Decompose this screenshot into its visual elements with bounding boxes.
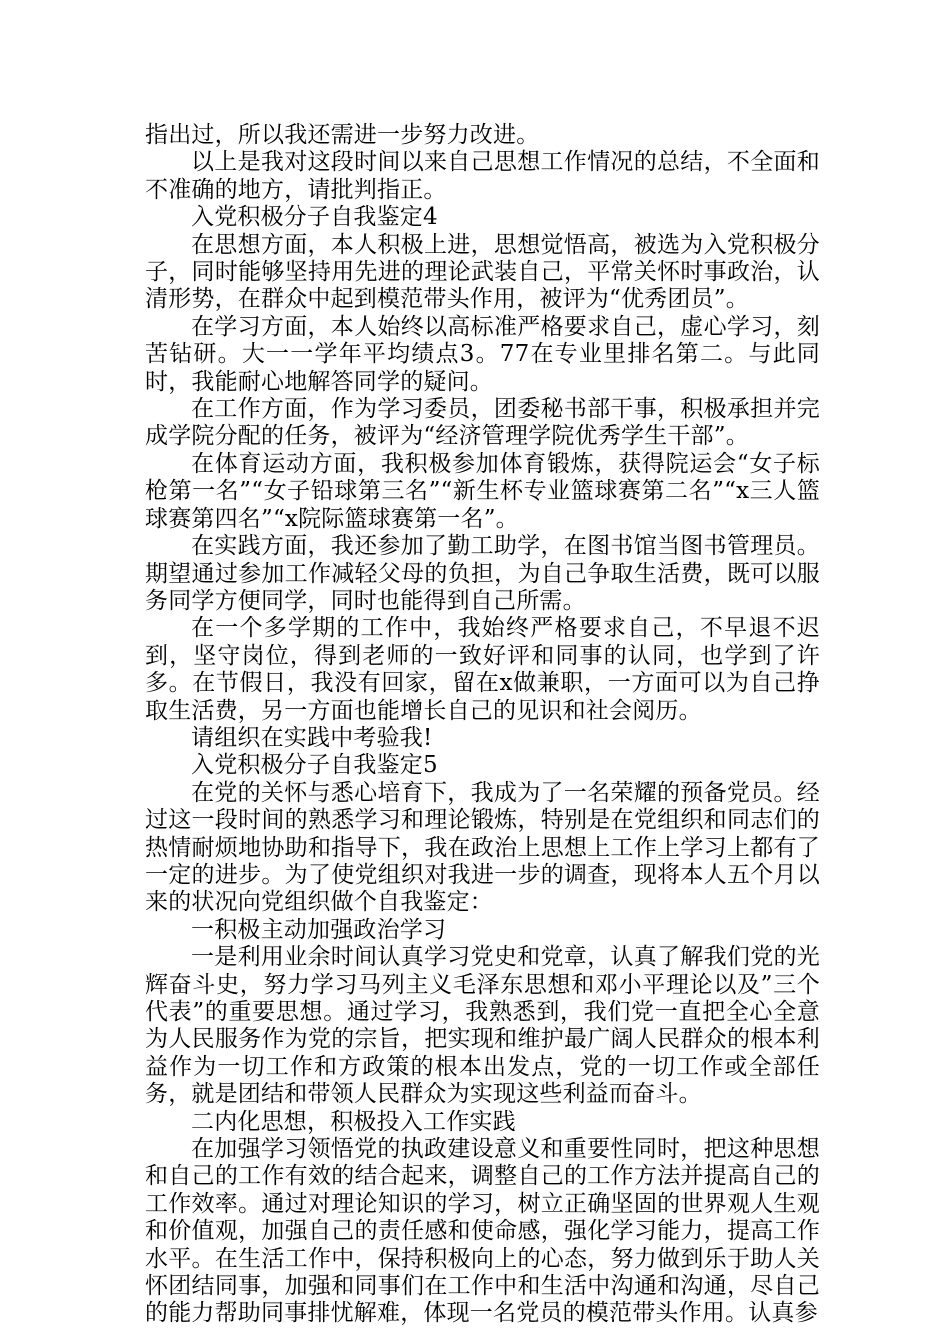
paragraph-sports: 在体育运动方面，我积极参加体育锻炼，获得院运会“女子标枪第一名”“女子铅球第三名”“新生杯专业篮球赛第二名”“x三人篮球赛第四名”“x院际篮球赛第一名”。 [145,450,820,532]
paragraph-intro: 在党的关怀与悉心培育下，我成为了一名荣耀的预备党员。经过这一段时间的熟悉学习和理论锻炼，特别是在党组织和同志们的热情耐烦地协助和指导下，我在政治上思想上工作上学习上都有了一定的进步。为了使党组织对我进一步的调查，现将本人五个月以来的状况向党组织做个自我鉴定： [145,779,820,916]
paragraph-study: 在学习方面，本人始终以高标准严格要求自己，虚心学习，刻苦钻研。大一一学年平均绩点3。77在专业里排名第二。与此同时，我能耐心地解答同学的疑问。 [145,313,820,395]
document-page [145,122,820,1328]
paragraph-summary: 以上是我对这段时间以来自己思想工作情况的总结，不全面和不准确的地方，请批判指正。 [145,149,820,203]
paragraph-thought: 在思想方面，本人积极上进，思想觉悟高，被选为入党积极分子，同时能够坚持用先进的理论武装自己，平常关怀时事政治，认清形势，在群众中起到模范带头作用，被评为“优秀团员”。 [145,231,820,313]
section-heading-4: 入党积极分子自我鉴定4 [191,204,438,231]
subheading-practice: 二内化思想，积极投入工作实践 [191,1108,516,1135]
paragraph-practice-detail: 在加强学习领悟党的执政建设意义和重要性同时，把这种思想和自己的工作有效的结合起来，调整自己的工作方法并提高自己的工作效率。通过对理论知识的学习，树立正确坚固的世界观人生观和价值观，加强自己的责任感和使命感，强化学习能力，提高工作水平。在生活工作中，保持积极向上的心态，努力做到乐于助人关怀团结同事，加强和同事们在工作中和生活中沟通和沟通，尽自己的能力帮助同事排忧解难，体现一名党员的模范带头作用。认真参 [145,1136,820,1327]
paragraph-continuation: 指出过，所以我还需进一步努力改进。 [145,122,540,148]
section-heading-5: 入党积极分子自我鉴定5 [191,752,438,779]
paragraph-politics: 一是利用业余时间认真学习党史和党章，认真了解我们党的光辉奋斗史，努力学习马列主义毛泽东思想和邓小平理论以及”三个代表”的重要思想。通过学习，我熟悉到，我们党一直把全心全意为人民服务作为党的宗旨，把实现和维护最广阔人民群众的根本利益作为一切工作和方政策的根本出发点，党的一切工作或全部任务，就是团结和带领人民群众为实现这些利益而奋斗。 [145,944,820,1108]
paragraph-request: 请组织在实践中考验我! [191,724,433,751]
subheading-politics: 一积极主动加强政治学习 [191,916,447,943]
paragraph-semester: 在一个多学期的工作中，我始终严格要求自己，不早退不迟到，坚守岗位，得到老师的一致好评和同事的认同，也学到了许多。在节假日，我没有回家，留在x做兼职，一方面可以为自己挣取生活费，另一方面也能增长自己的见识和社会阅历。 [145,615,820,724]
paragraph-practice: 在实践方面，我还参加了勤工助学，在图书馆当图书管理员。期望通过参加工作减轻父母的负担，为自己争取生活费，既可以服务同学方便同学，同时也能得到自己所需。 [145,533,820,614]
paragraph-work: 在工作方面，作为学习委员，团委秘书部干事，积极承担并完成学院分配的任务，被评为“经济管理学院优秀学生干部”。 [145,396,820,450]
